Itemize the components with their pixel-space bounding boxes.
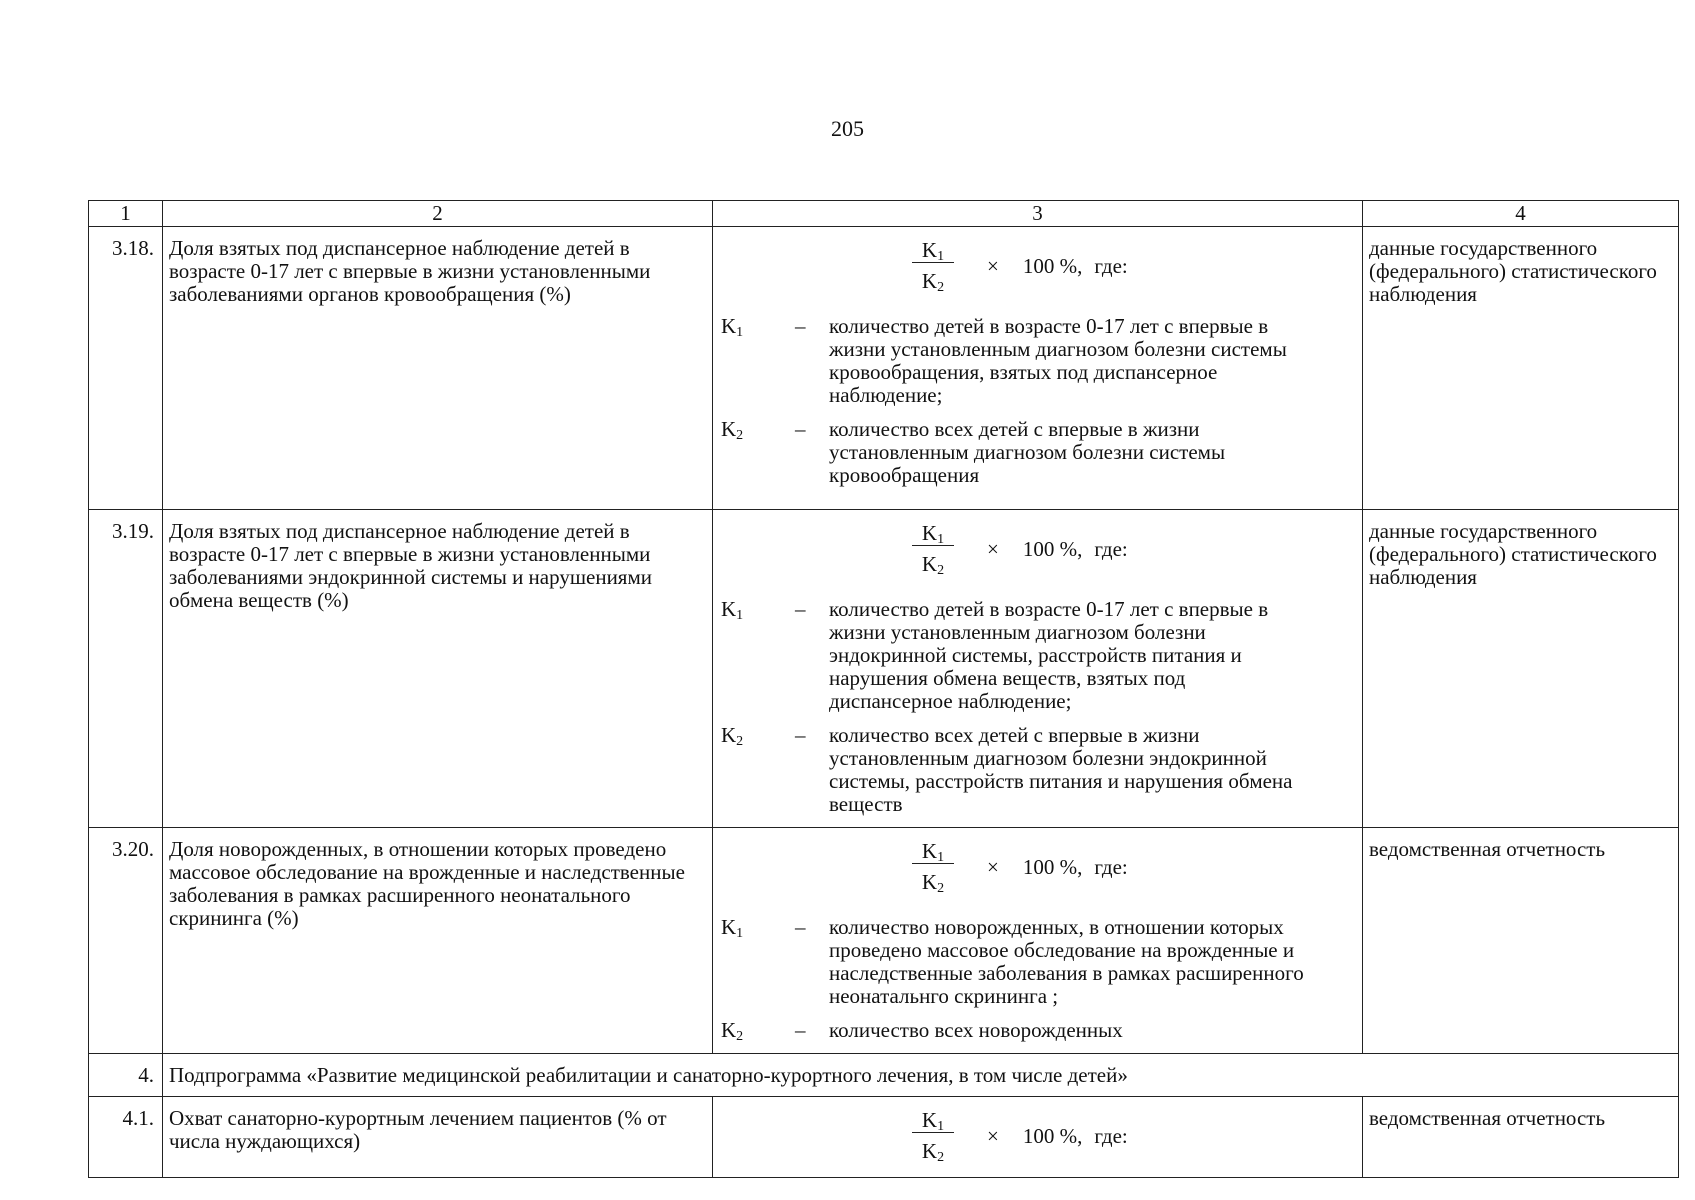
multiply-sign: ×	[987, 854, 999, 879]
where-text: где:	[1094, 854, 1128, 879]
fraction	[893, 839, 973, 896]
table-header-row	[89, 201, 1679, 227]
fraction-denominator: $K_2$	[921, 869, 945, 896]
formula	[893, 237, 1356, 295]
indicator-name: Доля взятых под диспансерное наблюдение детей в возрасте 0-17 лет с впервые в жизни установленными заболеваниями органов кровообращения (%)	[163, 227, 713, 510]
definition-k2: $K_2$ – количество всех новорожденных	[721, 1018, 1123, 1044]
table-row	[89, 1097, 1679, 1178]
indicator-name: Доля новорожденных, в отношении которых проведено массовое обследование на врожденные и наследственные заболевания в рамках расширенного неонатального скрининга (%)	[163, 828, 713, 1054]
formula-cell	[713, 828, 1363, 1054]
header-col-1: 1	[89, 201, 163, 227]
formula-cell	[713, 227, 1363, 510]
fraction-denominator: $K_2$	[921, 1138, 945, 1165]
definitions	[721, 315, 1356, 487]
definition-k1: $K_1$ – количество детей в возрасте 0-17 лет с впервые в жизни установленным диагнозом болезни эндокринной системы, расстройств питания и нарушения обмена веществ, взятых под диспансерное наблюдение;	[721, 597, 1269, 713]
formula-cell	[713, 1097, 1363, 1178]
percent-text: 100 %,	[1022, 253, 1083, 278]
data-source: ведомственная отчетность	[1363, 828, 1679, 1054]
data-source: ведомственная отчетность	[1363, 1097, 1679, 1178]
data-source: данные государственного (федерального) статистического наблюдения	[1363, 510, 1679, 828]
indicator-name: Охват санаторно-курортным лечением пациентов (% от числа нуждающихся)	[163, 1097, 713, 1178]
header-col-2: 2	[163, 201, 713, 227]
row-number: 3.18.	[89, 227, 163, 510]
fraction	[893, 238, 973, 295]
fraction-numerator: $K_1$	[912, 839, 954, 864]
fraction-numerator: $K_1$	[912, 1108, 954, 1133]
fraction	[893, 521, 973, 578]
row-number: 3.19.	[89, 510, 163, 828]
definitions	[721, 916, 1356, 1042]
fraction-numerator: $K_1$	[912, 238, 954, 263]
multiply-sign: ×	[987, 1123, 999, 1148]
table-row	[89, 227, 1679, 510]
where-text: где:	[1094, 253, 1128, 278]
definition-k1: $K_1$ – количество новорожденных, в отношении которых проведено массовое обследование на врожденные и наследственные заболевания в рамках расширенного неонатальнго скрининга ;	[721, 915, 1304, 1008]
formula	[893, 1107, 1356, 1165]
fraction-numerator: $K_1$	[912, 521, 954, 546]
where-text: где:	[1094, 536, 1128, 561]
data-source: данные государственного (федерального) статистического наблюдения	[1363, 227, 1679, 510]
header-col-4: 4	[1363, 201, 1679, 227]
section-title: Подпрограмма «Развитие медицинской реабилитации и санаторно-курортного лечения, в том числе детей»	[163, 1054, 1679, 1097]
definition-k1: $K_1$ – количество детей в возрасте 0-17 лет с впервые в жизни установленным диагнозом болезни системы кровообращения, взятых под диспансерное наблюдение;	[721, 314, 1287, 407]
row-number: 3.20.	[89, 828, 163, 1054]
page-number: 205	[831, 116, 864, 141]
table-row	[89, 510, 1679, 828]
multiply-sign: ×	[987, 536, 999, 561]
percent-text: 100 %,	[1022, 536, 1083, 561]
indicator-table	[88, 200, 1679, 1178]
formula-cell	[713, 510, 1363, 828]
definitions	[721, 598, 1356, 816]
definition-k2: $K_2$ – количество всех детей с впервые в жизни установленным диагнозом болезни эндокринной системы, расстройств питания и нарушения обмена веществ	[721, 723, 1293, 816]
where-text: где:	[1094, 1123, 1128, 1148]
fraction-denominator: $K_2$	[921, 268, 945, 295]
fraction	[893, 1108, 973, 1165]
indicator-name: Доля взятых под диспансерное наблюдение детей в возрасте 0-17 лет с впервые в жизни установленными заболеваниями эндокринной системы и нарушениями обмена веществ (%)	[163, 510, 713, 828]
multiply-sign: ×	[987, 253, 999, 278]
section-number: 4.	[89, 1054, 163, 1097]
row-number: 4.1.	[89, 1097, 163, 1178]
fraction-denominator: $K_2$	[921, 551, 945, 578]
percent-text: 100 %,	[1022, 1123, 1083, 1148]
percent-text: 100 %,	[1022, 854, 1083, 879]
table-row	[89, 828, 1679, 1054]
section-row	[89, 1054, 1679, 1097]
formula	[893, 838, 1356, 896]
definition-k2: $K_2$ – количество всех детей с впервые в жизни установленным диагнозом болезни системы кровообращения	[721, 417, 1226, 487]
formula	[893, 520, 1356, 578]
header-col-3: 3	[713, 201, 1363, 227]
